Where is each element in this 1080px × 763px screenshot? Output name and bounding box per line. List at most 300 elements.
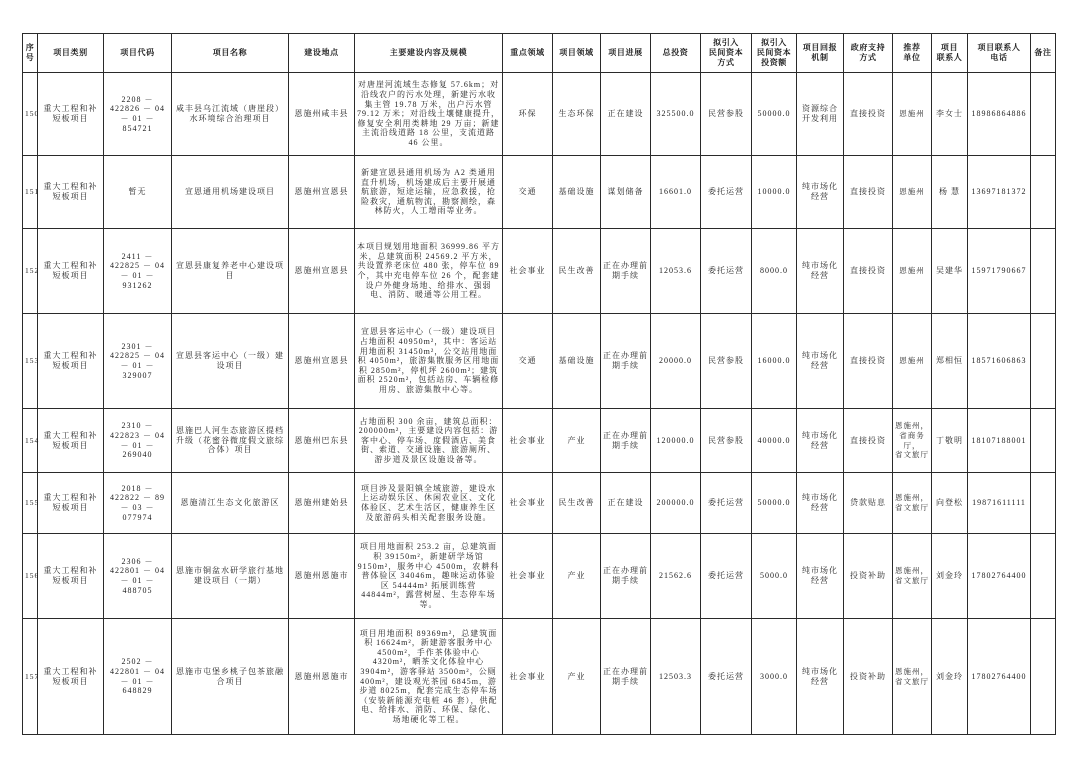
- key-field-text: 交通: [518, 187, 537, 197]
- total-investment-cell: [651, 409, 701, 473]
- gov-support-cell: [844, 619, 893, 735]
- phone-cell: [968, 156, 1031, 229]
- name-text: 咸丰县乌江流域（唐崖段）水环境综合治理项目: [176, 104, 284, 123]
- contact-cell: [932, 73, 968, 156]
- recommender-cell: [893, 619, 932, 735]
- category-cell: [38, 473, 104, 534]
- seq-cell: [23, 73, 38, 156]
- private-capital-amount-cell: [752, 156, 797, 229]
- header-progress: 项目进展: [601, 34, 651, 73]
- content-text: 宣恩县客运中心（一级）建设项目占地面积 40950m²，其中：客运站用地面积 31450m²，公交站用地面积 4050m²，旅游集散服务区用地面积 2850m²，停机坪 2600m²；建筑面积 2520m²，包括站房、车辆检修用房、旅游集散中心等。: [357, 327, 500, 394]
- seq-text: 156: [25, 571, 40, 581]
- name-cell: [172, 619, 289, 735]
- location-text: 恩施州咸丰县: [294, 109, 349, 119]
- key-field-cell: [503, 156, 553, 229]
- phone-text: 18571606863: [971, 356, 1027, 366]
- key-field-text: 社会事业: [509, 435, 546, 445]
- code-text: 2310 － 422823 － 04 － 01 － 269040: [110, 421, 165, 460]
- recommender-cell: [893, 156, 932, 229]
- category-text: 重大工程和补短板项目: [43, 430, 98, 450]
- key-field-text: 环保: [518, 109, 537, 119]
- private-capital-mode-cell: [701, 409, 752, 473]
- header-key-field: 重点领域: [503, 34, 553, 73]
- return-mechanism-text: 纯市场化经营: [802, 493, 838, 512]
- phone-cell: [968, 409, 1031, 473]
- progress-cell: [601, 409, 651, 473]
- category-cell: [38, 73, 104, 156]
- remarks-cell: [1031, 229, 1056, 314]
- progress-text: 正在办理前期手续: [603, 430, 648, 450]
- key-field-text: 社会事业: [509, 571, 546, 581]
- content-cell: [355, 619, 503, 735]
- seq-text: 157: [25, 671, 40, 681]
- return-mechanism-text: 纯市场化经营: [802, 430, 838, 450]
- field-cell: [553, 156, 601, 229]
- header-name: 项目名称: [172, 34, 289, 73]
- gov-support-text: 直接投资: [850, 266, 886, 276]
- return-mechanism-text: 纯市场化经营: [802, 566, 838, 585]
- remarks-cell: [1031, 409, 1056, 473]
- progress-text: 正在办理前期手续: [603, 666, 648, 686]
- contact-text: 吴建华: [936, 266, 963, 276]
- private-capital-mode-cell: [701, 534, 752, 619]
- code-cell: [104, 534, 172, 619]
- private-capital-mode-text: 委托运营: [708, 498, 744, 508]
- phone-cell: [968, 73, 1031, 156]
- key-field-cell: [503, 619, 553, 735]
- private-capital-mode-cell: [701, 473, 752, 534]
- private-capital-amount-cell: [752, 73, 797, 156]
- header-total-investment: 总投资: [651, 34, 701, 73]
- total-investment-text: 120000.0: [656, 435, 695, 445]
- field-text: 产业: [567, 571, 586, 581]
- return-mechanism-text: 纯市场化经营: [802, 351, 838, 370]
- seq-text: 154: [25, 435, 40, 445]
- private-capital-amount-text: 50000.0: [757, 109, 791, 119]
- category-cell: [38, 534, 104, 619]
- header-recommender: 推荐 单位: [893, 34, 932, 73]
- total-investment-text: 20000.0: [659, 356, 692, 366]
- header-phone: 项目联系人 电话: [968, 34, 1031, 73]
- content-text: 项目涉及景阳镇全域旅游，建设水上运动娱乐区、休闲农业区、文化体验区、艺术生活区，健康养生区及旅游码头相关配套服务设施。: [361, 483, 496, 522]
- field-text: 产业: [567, 671, 586, 681]
- table-header-row: [23, 34, 1056, 73]
- content-cell: [355, 229, 503, 314]
- code-cell: [104, 473, 172, 534]
- total-investment-text: 21562.6: [659, 571, 692, 581]
- key-field-text: 社会事业: [509, 498, 546, 508]
- content-cell: [355, 409, 503, 473]
- field-cell: [553, 534, 601, 619]
- recommender-text: 恩施州， 省文旅厅: [895, 493, 929, 512]
- progress-text: 正在建设: [607, 109, 644, 119]
- total-investment-cell: [651, 156, 701, 229]
- table-row: [23, 156, 1056, 229]
- gov-support-cell: [844, 73, 893, 156]
- content-cell: [355, 534, 503, 619]
- remarks-cell: [1031, 314, 1056, 409]
- private-capital-amount-text: 5000.0: [760, 571, 788, 581]
- key-field-text: 交通: [518, 356, 537, 366]
- table-row: [23, 619, 1056, 735]
- private-capital-amount-cell: [752, 314, 797, 409]
- category-cell: [38, 156, 104, 229]
- return-mechanism-cell: [797, 409, 844, 473]
- key-field-cell: [503, 473, 553, 534]
- header-content: 主要建设内容及规模: [355, 34, 503, 73]
- table-row: [23, 473, 1056, 534]
- table-row: [23, 534, 1056, 619]
- field-cell: [553, 619, 601, 735]
- phone-text: 17802764400: [971, 571, 1027, 581]
- header-contact: 项目 联系人: [932, 34, 968, 73]
- total-investment-text: 12053.6: [659, 266, 692, 276]
- private-capital-mode-cell: [701, 73, 752, 156]
- name-text: 恩施市铜盆水研学旅行基地建设项目（一期）: [176, 566, 284, 585]
- code-cell: [104, 314, 172, 409]
- category-cell: [38, 314, 104, 409]
- private-capital-amount-text: 8000.0: [760, 266, 788, 276]
- category-cell: [38, 619, 104, 735]
- return-mechanism-cell: [797, 473, 844, 534]
- seq-text: 151: [25, 187, 40, 197]
- gov-support-cell: [844, 473, 893, 534]
- contact-cell: [932, 156, 968, 229]
- remarks-cell: [1031, 534, 1056, 619]
- private-capital-amount-cell: [752, 534, 797, 619]
- total-investment-cell: [651, 473, 701, 534]
- private-capital-mode-text: 民营参股: [708, 109, 744, 119]
- gov-support-cell: [844, 229, 893, 314]
- return-mechanism-text: 资源综合开发利用: [802, 104, 838, 123]
- contact-text: 刘金玲: [936, 571, 963, 581]
- recommender-text: 恩施州， 省文旅厅: [895, 566, 929, 585]
- contact-cell: [932, 409, 968, 473]
- private-capital-mode-text: 委托运营: [708, 266, 744, 276]
- header-remarks: 备注: [1031, 34, 1056, 73]
- key-field-cell: [503, 73, 553, 156]
- private-capital-amount-cell: [752, 473, 797, 534]
- recommender-text: 恩施州， 省文旅厅: [895, 666, 929, 686]
- gov-support-cell: [844, 156, 893, 229]
- total-investment-cell: [651, 534, 701, 619]
- location-text: 恩施州恩施市: [294, 571, 349, 581]
- field-cell: [553, 229, 601, 314]
- contact-cell: [932, 314, 968, 409]
- remarks-cell: [1031, 619, 1056, 735]
- recommender-text: 恩施州: [899, 266, 925, 276]
- private-capital-amount-text: 3000.0: [760, 671, 788, 681]
- code-text: 2411 － 422825 － 04 － 01 － 931262: [110, 251, 165, 290]
- seq-text: 155: [25, 498, 40, 508]
- field-cell: [553, 473, 601, 534]
- location-cell: [289, 473, 355, 534]
- contact-text: 刘金玲: [936, 671, 963, 681]
- header-field: 项目领域: [553, 34, 601, 73]
- phone-text: 18107188001: [971, 435, 1027, 445]
- header-return-mechanism: 项目回报 机制: [797, 34, 844, 73]
- table-row: [23, 314, 1056, 409]
- code-text: 暂无: [128, 187, 147, 197]
- name-cell: [172, 409, 289, 473]
- total-investment-cell: [651, 619, 701, 735]
- private-capital-mode-text: 委托运营: [708, 571, 744, 581]
- location-text: 恩施州宣恩县: [294, 356, 349, 366]
- recommender-text: 恩施州: [899, 356, 925, 366]
- seq-cell: [23, 156, 38, 229]
- name-cell: [172, 229, 289, 314]
- location-cell: [289, 619, 355, 735]
- private-capital-amount-cell: [752, 409, 797, 473]
- private-capital-mode-text: 民营参股: [708, 435, 744, 445]
- seq-text: 150: [25, 109, 40, 119]
- field-cell: [553, 409, 601, 473]
- code-text: 2018 － 422822 － 89 － 03 － 077974: [110, 483, 165, 522]
- seq-text: 153: [25, 356, 40, 366]
- contact-cell: [932, 619, 968, 735]
- gov-support-cell: [844, 534, 893, 619]
- private-capital-amount-text: 40000.0: [757, 435, 791, 445]
- gov-support-text: 投资补助: [850, 571, 886, 581]
- gov-support-cell: [844, 314, 893, 409]
- progress-text: 正在办理前期手续: [603, 261, 648, 280]
- private-capital-mode-cell: [701, 229, 752, 314]
- recommender-cell: [893, 473, 932, 534]
- name-cell: [172, 156, 289, 229]
- private-capital-amount-text: 16000.0: [757, 356, 791, 366]
- contact-cell: [932, 473, 968, 534]
- name-cell: [172, 73, 289, 156]
- location-text: 恩施州巴东县: [294, 435, 349, 445]
- key-field-cell: [503, 229, 553, 314]
- project-table: [22, 33, 1056, 735]
- key-field-cell: [503, 314, 553, 409]
- header-seq: 序 号: [23, 34, 38, 73]
- location-text: 恩施州宣恩县: [294, 266, 349, 276]
- progress-cell: [601, 314, 651, 409]
- name-text: 恩施清江生态文化旅游区: [180, 498, 280, 508]
- table-row: [23, 229, 1056, 314]
- progress-text: 谋划储备: [607, 187, 644, 197]
- return-mechanism-cell: [797, 534, 844, 619]
- gov-support-text: 贷款贴息: [850, 498, 886, 508]
- phone-text: 18986864886: [971, 109, 1027, 119]
- recommender-cell: [893, 409, 932, 473]
- private-capital-mode-text: 民营参股: [708, 356, 744, 366]
- code-cell: [104, 229, 172, 314]
- return-mechanism-text: 纯市场化经营: [802, 666, 838, 686]
- content-cell: [355, 314, 503, 409]
- key-field-cell: [503, 409, 553, 473]
- category-text: 重大工程和补短板项目: [43, 261, 98, 280]
- phone-text: 19871611111: [972, 498, 1026, 508]
- code-cell: [104, 409, 172, 473]
- progress-cell: [601, 229, 651, 314]
- category-text: 重大工程和补短板项目: [43, 351, 98, 370]
- content-cell: [355, 473, 503, 534]
- total-investment-text: 16601.0: [659, 187, 692, 197]
- phone-text: 15971790667: [971, 266, 1027, 276]
- gov-support-text: 直接投资: [850, 356, 886, 366]
- header-location: 建设地点: [289, 34, 355, 73]
- location-cell: [289, 314, 355, 409]
- remarks-cell: [1031, 73, 1056, 156]
- content-text: 本项目规划用地面积 36999.86 平方米，总建筑面积 24569.2 平方米，共设置养老床位 480 张，停车位 89 个，其中充电停车位 26 个，配套建设户外健身场地、给排水、强弱电、消防、暖通等公用工程。: [357, 242, 500, 300]
- location-cell: [289, 229, 355, 314]
- private-capital-mode-text: 委托运营: [708, 187, 744, 197]
- category-text: 重大工程和补短板项目: [43, 493, 98, 512]
- contact-cell: [932, 534, 968, 619]
- seq-cell: [23, 534, 38, 619]
- seq-cell: [23, 473, 38, 534]
- gov-support-text: 直接投资: [850, 109, 886, 119]
- contact-text: 向登松: [936, 498, 963, 508]
- location-cell: [289, 73, 355, 156]
- code-text: 2301 － 422825 － 04 － 01 － 329007: [110, 341, 165, 380]
- header-category: 项目类别: [38, 34, 104, 73]
- name-text: 宣恩通用机场建设项目: [185, 187, 275, 197]
- seq-text: 152: [25, 266, 40, 276]
- private-capital-mode-cell: [701, 619, 752, 735]
- category-text: 重大工程和补短板项目: [43, 182, 98, 201]
- code-cell: [104, 73, 172, 156]
- field-text: 生态环保: [558, 109, 595, 119]
- gov-support-text: 直接投资: [850, 187, 886, 197]
- phone-cell: [968, 619, 1031, 735]
- name-cell: [172, 473, 289, 534]
- gov-support-text: 直接投资: [850, 435, 886, 445]
- header-private-capital-mode: 拟引入 民间资本 方式: [701, 34, 752, 73]
- recommender-cell: [893, 73, 932, 156]
- private-capital-mode-text: 委托运营: [708, 671, 744, 681]
- content-cell: [355, 73, 503, 156]
- content-text: 项目用地面积 253.2 亩，总建筑面积 39150m²，新建研学场馆 9150m²，服务中心 4500m，农耕科普体验区 34046m，趣味运动体验区 54444m² 拓展训练营 44844m²，露营树屋、生态停车场等。: [357, 542, 500, 609]
- return-mechanism-cell: [797, 619, 844, 735]
- progress-cell: [601, 534, 651, 619]
- contact-text: 李女士: [936, 109, 963, 119]
- location-text: 恩施州建始县: [294, 498, 349, 508]
- private-capital-amount-cell: [752, 229, 797, 314]
- total-investment-cell: [651, 73, 701, 156]
- private-capital-mode-cell: [701, 314, 752, 409]
- table-row: [23, 409, 1056, 473]
- phone-text: 17802764400: [971, 671, 1027, 681]
- private-capital-amount-cell: [752, 619, 797, 735]
- phone-cell: [968, 229, 1031, 314]
- table-head: [23, 34, 1056, 73]
- progress-text: 正在办理前期手续: [603, 566, 648, 585]
- location-cell: [289, 156, 355, 229]
- total-investment-text: 200000.0: [656, 498, 695, 508]
- phone-text: 13697181372: [971, 187, 1027, 197]
- location-cell: [289, 409, 355, 473]
- phone-cell: [968, 534, 1031, 619]
- field-text: 民生改善: [558, 498, 595, 508]
- table-row: [23, 73, 1056, 156]
- category-cell: [38, 409, 104, 473]
- content-text: 新建宣恩县通用机场为 A2 类通用直升机场，机场建成后主要开展通航旅游，短途运输，应急救援，抢险救灾，通航物流，勘察测绘，森林防火，人工增雨等业务。: [361, 168, 496, 216]
- code-text: 2208 － 422826 － 04 － 01 － 854721: [110, 94, 165, 133]
- total-investment-cell: [651, 229, 701, 314]
- return-mechanism-text: 纯市场化经营: [802, 261, 838, 280]
- contact-cell: [932, 229, 968, 314]
- progress-cell: [601, 73, 651, 156]
- field-text: 民生改善: [558, 266, 595, 276]
- name-text: 恩施市屯堡乡桃子包茶旅融合项目: [176, 666, 284, 686]
- field-text: 基础设施: [558, 356, 595, 366]
- return-mechanism-text: 纯市场化经营: [802, 182, 838, 201]
- location-cell: [289, 534, 355, 619]
- total-investment-text: 12503.3: [659, 671, 692, 681]
- seq-cell: [23, 314, 38, 409]
- progress-text: 正在办理前期手续: [603, 351, 648, 370]
- key-field-text: 社会事业: [509, 671, 546, 681]
- recommender-text: 恩施州: [899, 109, 925, 119]
- private-capital-amount-text: 10000.0: [757, 187, 791, 197]
- field-text: 基础设施: [558, 187, 595, 197]
- contact-text: 杨 慧: [939, 187, 960, 197]
- code-text: 2502 － 422801 － 04 － 01 － 648829: [110, 657, 165, 696]
- private-capital-mode-cell: [701, 156, 752, 229]
- return-mechanism-cell: [797, 229, 844, 314]
- recommender-cell: [893, 229, 932, 314]
- seq-cell: [23, 619, 38, 735]
- remarks-cell: [1031, 473, 1056, 534]
- remarks-cell: [1031, 156, 1056, 229]
- field-cell: [553, 314, 601, 409]
- category-text: 重大工程和补短板项目: [43, 666, 98, 686]
- content-text: 对唐崖河流域生态修复 57.6km；对沿线农户的污水处理，新建污水收集主管 19.78 万米，出户污水管 79.12 万米；对沿线土壤健康提升，修复安全利用类耕地 29 万亩；新建主流沿线道路 18 公里，支流道路 46 公里。: [357, 80, 500, 147]
- key-field-cell: [503, 534, 553, 619]
- phone-cell: [968, 314, 1031, 409]
- gov-support-cell: [844, 409, 893, 473]
- table-body: [23, 73, 1056, 735]
- phone-cell: [968, 473, 1031, 534]
- total-investment-cell: [651, 314, 701, 409]
- progress-cell: [601, 619, 651, 735]
- location-text: 恩施州恩施市: [294, 671, 349, 681]
- field-text: 产业: [567, 435, 586, 445]
- seq-cell: [23, 409, 38, 473]
- header-gov-support: 政府支持 方式: [844, 34, 893, 73]
- content-text: 项目用地面积 89369m²，总建筑面积 16624m²，新建游客服务中心 4500m²，手作茶体验中心 4320m²，晒茶文化体验中心 3904m²，游客驿站 3500m²，公厕 400m²，建设观光茶园 6845m，游步道 8025m，配套完成生态停车场（安装新能源充电桩 46 套），供配电、给排水、消防、环保、绿化、场地硬化等工程。: [359, 628, 498, 724]
- name-text: 宣恩县康复养老中心建设项目: [176, 261, 284, 280]
- header-private-capital-amount: 拟引入 民间资本 投资额: [752, 34, 797, 73]
- content-cell: [355, 156, 503, 229]
- recommender-cell: [893, 534, 932, 619]
- return-mechanism-cell: [797, 156, 844, 229]
- location-text: 恩施州宣恩县: [294, 187, 349, 197]
- name-text: 恩施巴人河生态旅游区提档升级（花蜜谷微度假文旅综合体）项目: [176, 426, 284, 455]
- return-mechanism-cell: [797, 73, 844, 156]
- contact-text: 丁敬明: [936, 435, 963, 445]
- name-cell: [172, 314, 289, 409]
- name-text: 宣恩县客运中心（一级）建设项目: [176, 351, 284, 370]
- content-text: 占地面积 300 余亩，建筑总面积：200000m²，主要建设内容包括：游客中心、停车场、度假酒店、美食街、索道、交通设施、旅游厕所、游步道及景区设施设备等。: [358, 416, 499, 464]
- return-mechanism-cell: [797, 314, 844, 409]
- recommender-cell: [893, 314, 932, 409]
- code-cell: [104, 156, 172, 229]
- total-investment-text: 325500.0: [656, 109, 695, 119]
- private-capital-amount-text: 50000.0: [757, 498, 791, 508]
- progress-cell: [601, 156, 651, 229]
- seq-cell: [23, 229, 38, 314]
- progress-cell: [601, 473, 651, 534]
- code-text: 2306 － 422801 － 04 － 01 － 488705: [110, 556, 165, 595]
- recommender-text: 恩施州， 省商务厅， 省文旅厅: [895, 421, 929, 460]
- category-text: 重大工程和补短板项目: [43, 566, 98, 585]
- header-code: 项目代码: [104, 34, 172, 73]
